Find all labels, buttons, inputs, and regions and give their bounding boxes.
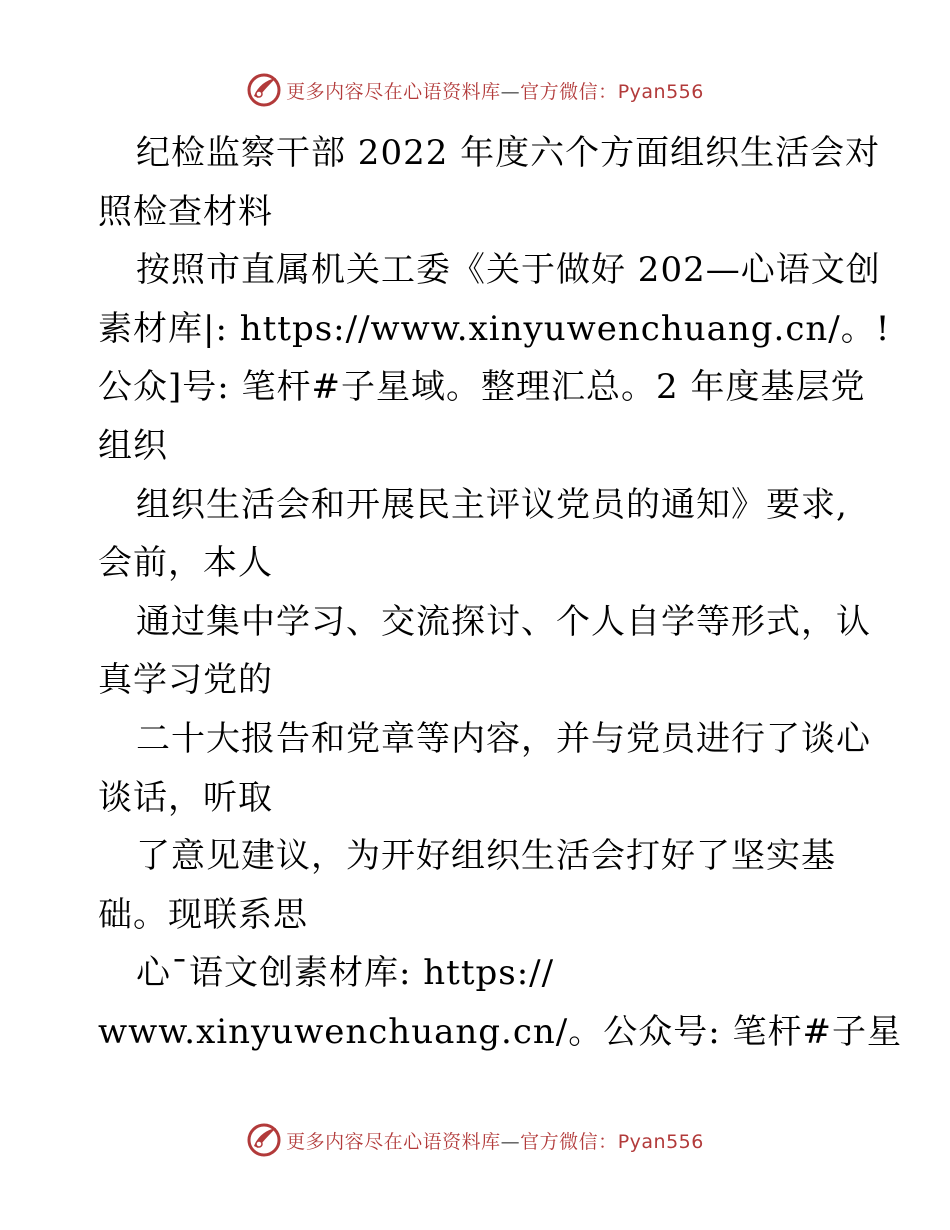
banner-separator: — <box>500 1130 521 1153</box>
logo-icon <box>246 72 282 108</box>
banner-separator: — <box>500 80 521 103</box>
text-line: 照检查材料 <box>98 191 273 232</box>
banner-wechat-label: 官方微信： <box>520 1130 618 1153</box>
text-line: 了意见建议，为开好组织生活会打好了坚实基 <box>136 836 836 877</box>
banner-text <box>286 77 704 104</box>
text-line: 公众]号: 笔杆#子星域。整理汇总。2 年度基层党 <box>98 367 866 408</box>
text-line: 通过集中学习、交流探讨、个人自学等形式，认 <box>136 601 871 642</box>
text-line: 真学习党的 <box>98 660 273 701</box>
text-line: 谈话，听取 <box>98 777 273 818</box>
banner-main-text: 更多内容尽在心语资料库 <box>286 80 501 103</box>
logo-icon <box>246 1122 282 1158</box>
text-line: 素材库|: https://www.xinyuwenchuang.cn/。! <box>98 308 891 349</box>
text-line: 纪检监察干部 2022 年度六个方面组织生活会对 <box>136 133 881 173</box>
banner-wechat-id: Pyan556 <box>617 80 704 103</box>
text-line: 心¯语文创素材库: https:// <box>136 953 555 994</box>
text-line: www.xinyuwenchuang.cn/。公众号: 笔杆#子星 <box>98 1011 902 1052</box>
banner-text <box>286 1127 704 1154</box>
banner-main-text: 更多内容尽在心语资料库 <box>286 1130 501 1153</box>
banner-wechat-id: Pyan556 <box>617 1130 704 1153</box>
text-line: 础。现联系思 <box>98 894 308 935</box>
text-line: 按照市直属机关工委《关于做好 202—心语文创 <box>136 250 881 291</box>
banner-wechat-label: 官方微信： <box>520 80 618 103</box>
header-banner <box>0 70 950 110</box>
text-line: 会前，本人 <box>98 543 273 584</box>
footer-banner <box>0 1120 950 1160</box>
text-line: 组织生活会和开展民主评议党员的通知》要求, <box>136 484 848 525</box>
document-body <box>98 124 902 1062</box>
text-line: 二十大报告和党章等内容，并与党员进行了谈心 <box>136 718 871 759</box>
text-line: 组织 <box>98 425 168 466</box>
